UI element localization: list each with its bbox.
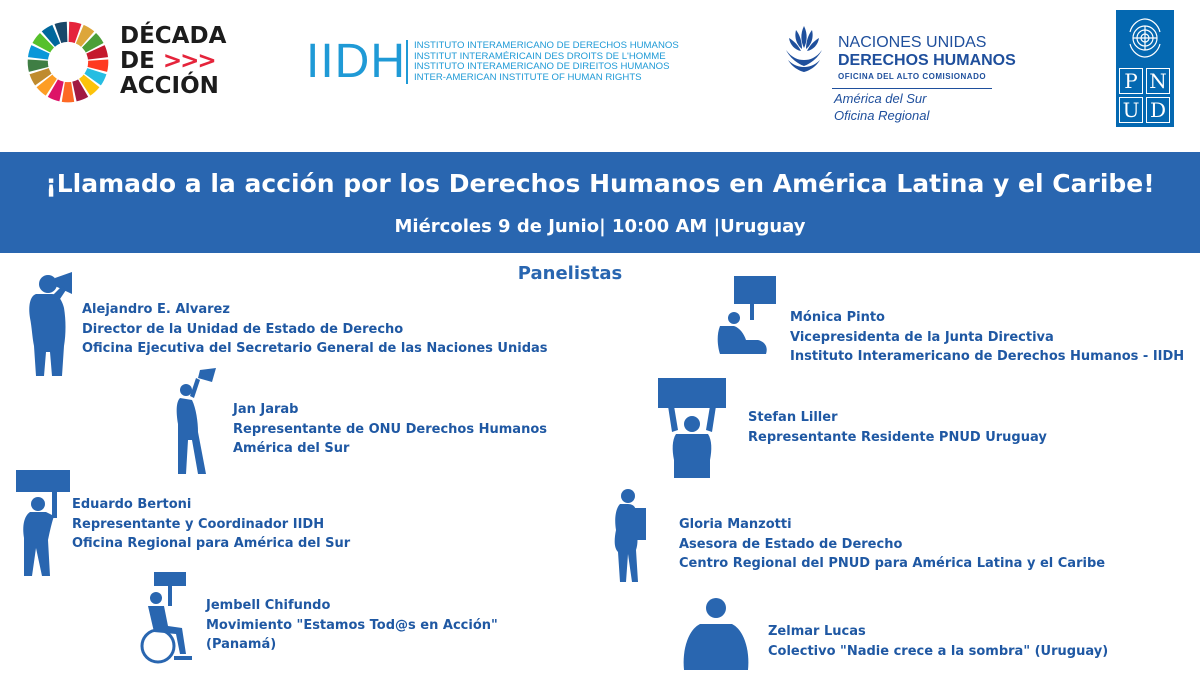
panelist-alvarez [82, 300, 548, 359]
pnud-letter-d: D [1146, 97, 1170, 123]
panelist-name: Zelmar Lucas [768, 624, 866, 639]
pnud-letter-p: P [1119, 68, 1143, 94]
woman-placard-icon [606, 488, 646, 584]
panelist-org: América del Sur [233, 441, 350, 456]
panelist-chifundo [206, 596, 498, 655]
sitting-sign-holder-icon [706, 276, 778, 356]
person-bust-icon [680, 596, 752, 670]
panelist-name: Gloria Manzotti [679, 517, 792, 532]
decada-line3: ACCIÓN [120, 73, 219, 99]
banner-overhead-icon [658, 378, 728, 478]
decada-line1: DÉCADA [120, 23, 227, 49]
panelist-org: Centro Regional del PNUD para América Latina y el Caribe [679, 556, 1106, 571]
ohchr-title1: NACIONES UNIDAS [838, 34, 987, 51]
logo-row [0, 0, 1200, 150]
panelist-role: Colectivo "Nadie crece a la sombra" (Uruguay) [768, 643, 1109, 659]
panelist-role: Representante y Coordinador IIDH [72, 516, 325, 532]
panelist-liller [748, 408, 1047, 447]
un-human-rights-emblem-icon [774, 20, 834, 80]
sdg-wheel-icon [26, 20, 110, 104]
pnud-letter-n: N [1146, 68, 1170, 94]
panelist-role: Director de la Unidad de Estado de Derecho [82, 321, 404, 337]
megaphone-person-icon [22, 272, 78, 382]
ohchr-logo [774, 20, 1014, 130]
panelist-role: Vicepresidenta de la Junta Directiva [790, 329, 1054, 345]
event-title: ¡Llamado a la acción por los Derechos Humanos en América Latina y el Caribe! [45, 169, 1155, 198]
panelist-bertoni [72, 495, 350, 554]
pnud-letter-u: U [1119, 97, 1143, 123]
panelist-pinto [790, 308, 1184, 367]
panelist-name: Stefan Liller [748, 410, 838, 425]
panelist-role: Movimiento "Estamos Tod@s en Acción" [206, 617, 498, 633]
arrows-icon: >>> [162, 48, 215, 74]
ohchr-title2: DERECHOS HUMANOS [838, 52, 1016, 69]
iidh-mark: IIDH [306, 35, 406, 88]
iidh-name-en: INTER-AMERICAN INSTITUTE OF HUMAN RIGHTS [414, 71, 642, 83]
pnud-logo [1116, 10, 1174, 127]
pnud-letters [1119, 68, 1171, 123]
decada-line2: DE >>> [120, 48, 215, 74]
panelists-heading: Panelistas [517, 263, 623, 284]
panelist-org: Instituto Interamericano de Derechos Humanos - IIDH [790, 349, 1185, 364]
panelist-jarab [233, 400, 547, 459]
sign-holder-icon [16, 468, 72, 578]
panelist-org: (Panamá) [206, 637, 277, 652]
panelist-org: Oficina Ejecutiva del Secretario General de las Naciones Unidas [82, 341, 548, 356]
wheelchair-protester-icon [138, 570, 194, 666]
ohchr-region2: Oficina Regional [834, 108, 930, 123]
ohchr-divider [832, 88, 992, 89]
iidh-names [414, 41, 679, 83]
panelist-lucas [768, 622, 1108, 661]
panelist-name: Eduardo Bertoni [72, 497, 192, 512]
iidh-name-es: INSTITUTO INTERAMERICANO DE DERECHOS HUMANOS [414, 40, 679, 51]
megaphone-raised-arm-icon [172, 368, 220, 476]
ohchr-region [834, 90, 929, 124]
event-date: Miércoles 9 de Junio| 10:00 AM |Uruguay [394, 216, 806, 237]
panelist-org: Oficina Regional para América del Sur [72, 536, 351, 551]
panelist-role: Representante Residente PNUD Uruguay [748, 429, 1047, 445]
panelist-role: Representante de ONU Derechos Humanos [233, 421, 547, 437]
iidh-name-fr: INSTITUT INTERAMÉRICAIN DES DROITS DE L'HOMME [414, 50, 666, 62]
panelist-name: Mónica Pinto [790, 310, 885, 325]
panelist-name: Alejandro E. Alvarez [82, 302, 230, 317]
un-emblem-icon [1123, 16, 1167, 60]
panelist-name: Jembell Chifundo [206, 598, 331, 613]
decada-de-accion-logo [120, 24, 226, 99]
ohchr-subtitle: OFICINA DEL ALTO COMISIONADO [838, 72, 987, 81]
title-banner [0, 152, 1200, 253]
iidh-divider [406, 40, 408, 84]
ohchr-region1: América del Sur [834, 91, 927, 106]
panelist-name: Jan Jarab [233, 402, 299, 417]
panelist-manzotti [679, 515, 1105, 574]
panelist-role: Asesora de Estado de Derecho [679, 536, 903, 552]
iidh-name-pt: INSTITUTO INTERAMERICANO DE DIREITOS HUMANOS [414, 61, 670, 73]
